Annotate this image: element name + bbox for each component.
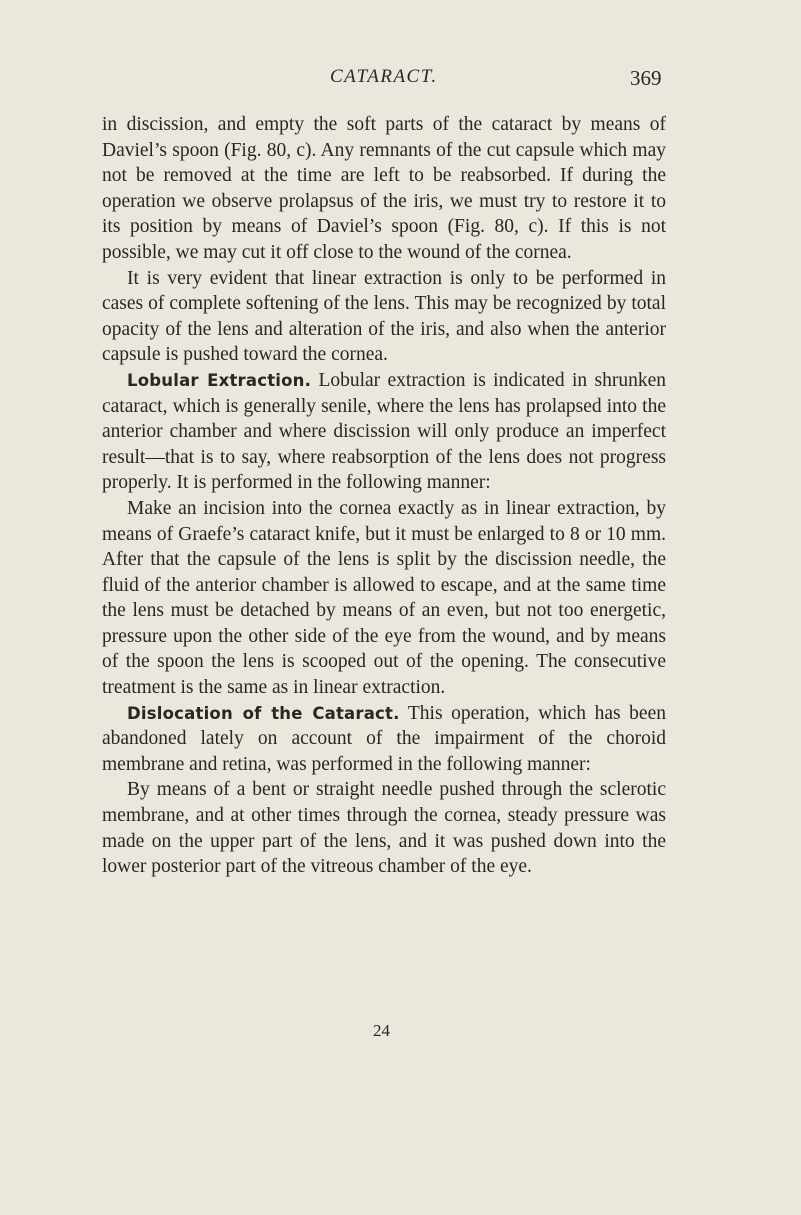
section-heading-dislocation: Dislocation of the Cataract. xyxy=(127,703,400,723)
signature-mark: 24 xyxy=(373,1021,390,1040)
paragraph-lobular-extraction: Lobular Extraction. Lobular extraction is indicated in shrunken cataract, which is generally senile, where the lens has prolapsed into the anterior chamber and where discission will only produce an imperfect result—that is to say, where reabsorption of the lens does not progress properly. It is performed in the following manner: xyxy=(102,369,666,494)
paragraph-dislocation: Dislocation of the Cataract. This operation, which has been abandoned lately on account of the impairment of the choroid membrane and retina, was performed in the following manner: xyxy=(102,702,666,775)
running-head xyxy=(0,66,801,96)
section-heading-lobular-extraction: Lobular Extraction. xyxy=(127,370,312,390)
page-number: 369 xyxy=(630,66,662,90)
body-text xyxy=(102,112,666,880)
paragraph-incision-procedure: Make an incision into the cornea exactly as in linear extraction, by means of Graefe’s cataract knife, but it must be enlarged to 8 or 10 mm. After that the capsule of the lens is split by the discission needle, the fluid of the anterior chamber is allowed to escape, and at the same time the lens must be detached by means of an even, but not too energetic, pressure upon the other side of the eye from the wound, and by means of the spoon the lens is scooped out of the opening. The consecutive treatment is the same as in linear extraction. xyxy=(102,497,666,699)
paragraph-needle-procedure: By means of a bent or straight needle pushed through the sclerotic membrane, and at other times through the cornea, steady pressure was made on the upper part of the lens, and it was pushed down into the lower posterior part of the vitreous chamber of the eye. xyxy=(102,779,666,878)
paragraph-discission-continued: in discission, and empty the soft parts of the cataract by means of Daviel’s spoon (Fig. 80, c). Any remnants of the cut capsule which may not be removed at the time are left to be reabsorbed. If during the operation we observe prolapsus of the iris, we must try to restore it to its position by means of Daviel’s spoon (Fig. 80, c). If this is not possible, we may cut it off close to the wound of the cornea. xyxy=(102,114,666,263)
running-title: CATARACT. xyxy=(330,66,438,87)
paragraph-linear-extraction: It is very evident that linear extraction is only to be performed in cases of complete softening of the lens. This may be recognized by total opacity of the lens and alteration of the iris, and also when the anterior capsule is pushed toward the cornea. xyxy=(102,267,666,366)
